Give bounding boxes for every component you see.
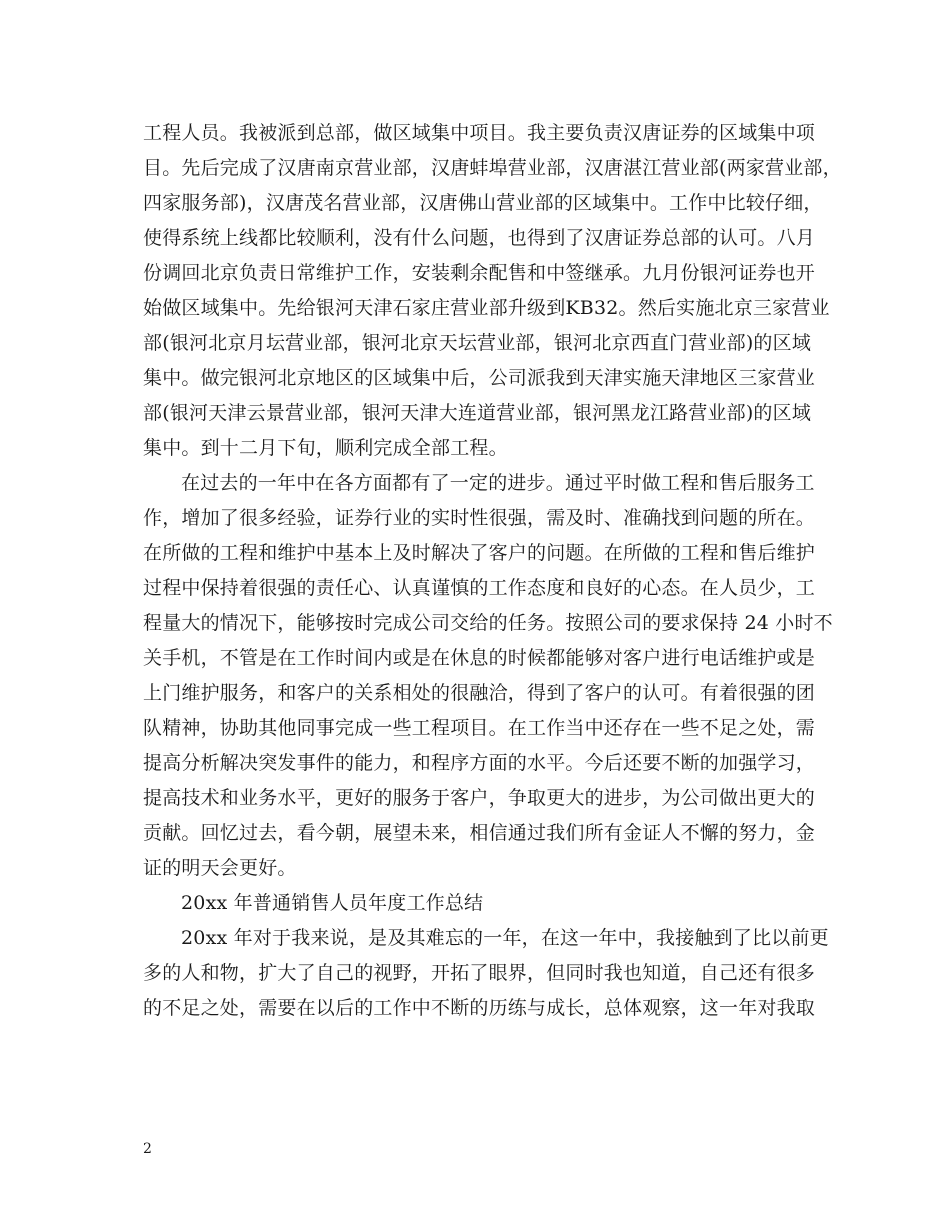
text-line: 在过去的一年中在各方面都有了一定的进步。通过平时做工程和售后服务工 xyxy=(181,472,815,494)
text-line: 上门维护服务，和客户的关系相处的很融洽，得到了客户的认可。有着很强的团 xyxy=(143,682,816,704)
text-line: 部(银河天津云景营业部，银河天津大连道营业部，银河黑龙江路营业部)的区域 xyxy=(143,402,812,424)
text-line: 部(银河北京月坛营业部，银河北京天坛营业部，银河北京西直门营业部)的区域 xyxy=(143,332,812,354)
text-line: 证的明天会更好。 xyxy=(143,857,297,879)
text-line: 程量大的情况下，能够按时完成公司交给的任务。按照公司的要求保持 24 小时不 xyxy=(143,612,833,634)
text-line: 队精神，协助其他同事完成一些工程项目。在工作当中还存在一些不足之处，需 xyxy=(143,717,816,739)
text-line: 在所做的工程和维护中基本上及时解决了客户的问题。在所做的工程和售后维护 xyxy=(143,542,816,564)
text-line: 工程人员。我被派到总部，做区域集中项目。我主要负责汉唐证券的区域集中项 xyxy=(143,122,816,144)
text-line: 集中。做完银河北京地区的区域集中后，公司派我到天津实施天津地区三家营业 xyxy=(143,367,816,389)
page-number: 2 xyxy=(143,1141,152,1157)
text-line: 提高技术和业务水平，更好的服务于客户，争取更大的进步，为公司做出更大的 xyxy=(143,787,816,809)
text-line: 的不足之处，需要在以后的工作中不断的历练与成长，总体观察，这一年对我取 xyxy=(143,997,816,1019)
text-line: 关手机，不管是在工作时间内或是在休息的时候都能够对客户进行电话维护或是 xyxy=(143,647,816,669)
text-line: 多的人和物，扩大了自己的视野，开拓了眼界，但同时我也知道，自己还有很多 xyxy=(143,962,816,984)
text-line: 过程中保持着很强的责任心、认真谨慎的工作态度和良好的心态。在人员少，工 xyxy=(143,577,816,599)
section-heading: 20xx 年普通销售人员年度工作总结 xyxy=(181,892,484,914)
text-line: 四家服务部)，汉唐茂名营业部，汉唐佛山营业部的区域集中。工作中比较仔细， xyxy=(143,192,823,214)
text-line: 使得系统上线都比较顺利，没有什么问题，也得到了汉唐证券总部的认可。八月 xyxy=(143,227,816,249)
text-line: 作，增加了很多经验，证券行业的实时性很强，需及时、准确找到问题的所在。 xyxy=(143,507,816,529)
text-line: 份调回北京负责日常维护工作，安装剩余配售和中签继承。九月份银河证券也开 xyxy=(143,262,816,284)
text-line: 目。先后完成了汉唐南京营业部，汉唐蚌埠营业部，汉唐湛江营业部(两家营业部， xyxy=(143,157,842,179)
text-line: 集中。到十二月下旬，顺利完成全部工程。 xyxy=(143,437,508,459)
text-line: 20xx 年对于我来说，是及其难忘的一年，在这一年中，我接触到了比以前更 xyxy=(181,927,829,949)
text-line: 贡献。回忆过去，看今朝，展望未来，相信通过我们所有金证人不懈的努力，金 xyxy=(143,822,816,844)
text-line: 始做区域集中。先给银河天津石家庄营业部升级到KB32。然后实施北京三家营业 xyxy=(143,297,830,319)
text-line: 提高分析解决突发事件的能力，和程序方面的水平。今后还要不断的加强学习， xyxy=(143,752,816,774)
